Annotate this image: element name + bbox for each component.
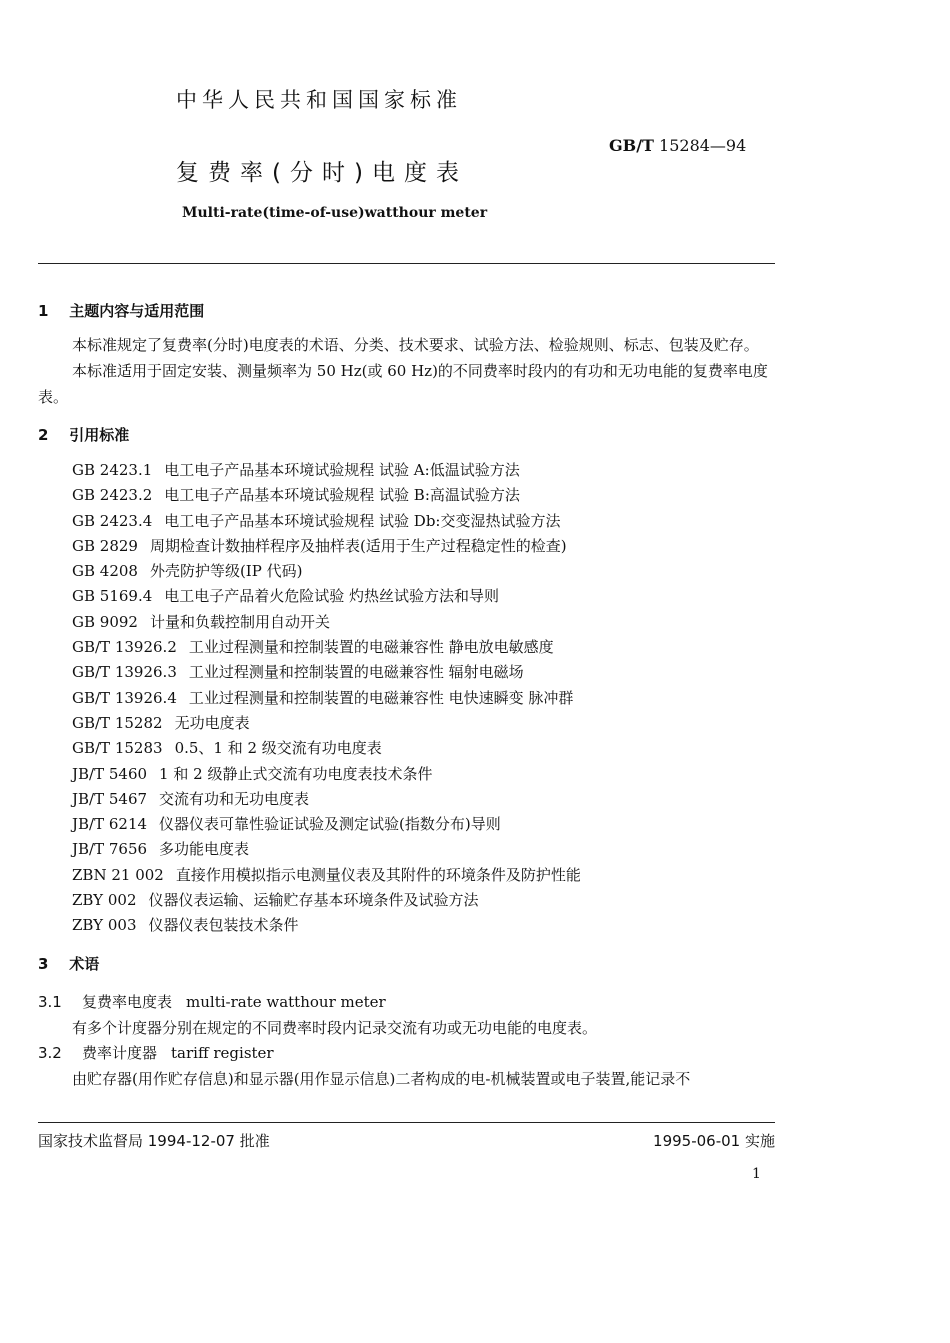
reference-item	[72, 812, 778, 837]
term-name-cn: 复费率电度表	[82, 992, 173, 1011]
section-1-paragraph: 本标准规定了复费率(分时)电度表的术语、分类、技术要求、试验方法、检验规则、标志、包装及贮存。	[72, 336, 759, 354]
term-number: 3.2	[38, 1043, 62, 1062]
section-1-title: 主题内容与适用范围	[69, 302, 205, 320]
reference-code: GB 2423.2	[72, 486, 153, 505]
standard-code-number: 15284—94	[659, 136, 747, 155]
reference-item	[72, 837, 778, 862]
reference-title: 0.5、1 和 2 级交流有功电度表	[174, 739, 382, 758]
reference-title: 直接作用模拟指示电测量仪表及其附件的环境条件及防护性能	[175, 865, 581, 884]
reference-item	[72, 584, 778, 609]
section-1-paragraph: 本标准适用于固定安装、测量频率为 50 Hz(或 60 Hz)的不同费率时段内的有功和无功电能的复费率电度表。	[38, 362, 768, 406]
approval-info: 国家技术监督局 1994-12-07 批准	[38, 1132, 270, 1150]
reference-title: 多功能电度表	[159, 840, 250, 859]
reference-item	[72, 509, 778, 534]
term-definition: 有多个计度器分别在规定的不同费率时段内记录交流有功或无功电能的电度表。	[72, 1018, 598, 1037]
reference-item	[72, 458, 778, 483]
footer-divider	[38, 1122, 775, 1123]
reference-code: GB/T 13926.4	[72, 688, 177, 707]
reference-code: GB 2829	[72, 536, 138, 555]
term-definition: 由贮存器(用作贮存信息)和显示器(用作显示信息)二者构成的电-机械装置或电子装置,能记录不	[72, 1069, 691, 1088]
reference-item	[72, 863, 778, 888]
reference-code: JB/T 5460	[72, 764, 148, 783]
reference-title: 电工电子产品着火危险试验 灼热丝试验方法和导则	[164, 587, 500, 606]
term-name-en: tariff register	[171, 1043, 274, 1062]
reference-title: 1 和 2 级静止式交流有功电度表技术条件	[159, 764, 433, 783]
reference-title: 电工电子产品基本环境试验规程 试验 B:高温试验方法	[164, 486, 520, 505]
reference-title: 周期检查计数抽样程序及抽样表(适用于生产过程稳定性的检查)	[149, 536, 567, 555]
reference-title: 工业过程测量和控制装置的电磁兼容性 电快速瞬变 脉冲群	[188, 688, 574, 707]
national-standard-label: 中华人民共和国国家标准	[176, 88, 462, 112]
reference-item	[72, 913, 778, 938]
section-3-number: 3	[38, 954, 49, 973]
reference-code: GB/T 15282	[72, 713, 163, 732]
reference-code: GB 2423.4	[72, 511, 153, 530]
section-2-title: 引用标准	[69, 426, 130, 444]
term-name-en: multi-rate watthour meter	[186, 992, 386, 1011]
standard-code-prefix: GB/T	[609, 136, 654, 155]
reference-item	[72, 635, 778, 660]
reference-title: 外壳防护等级(IP 代码)	[149, 562, 303, 581]
reference-item	[72, 787, 778, 812]
reference-item	[72, 736, 778, 761]
document-title-cn: 复费率(分时)电度表	[176, 160, 468, 186]
reference-item	[72, 711, 778, 736]
reference-item	[72, 534, 778, 559]
reference-code: ZBY 002	[72, 891, 137, 910]
reference-item	[72, 686, 778, 711]
reference-title: 计量和负载控制用自动开关	[149, 612, 330, 631]
section-2-number: 2	[38, 426, 49, 444]
reference-title: 无功电度表	[174, 713, 250, 732]
document-body	[38, 300, 778, 1092]
term-heading	[38, 990, 778, 1015]
reference-code: GB/T 15283	[72, 739, 163, 758]
section-1-heading	[38, 300, 778, 321]
term-name-cn: 费率计度器	[82, 1043, 158, 1062]
reference-item	[72, 483, 778, 508]
implementation-date: 1995-06-01 实施	[653, 1132, 775, 1150]
reference-item	[72, 660, 778, 685]
reference-code: GB/T 13926.3	[72, 663, 177, 682]
reference-title: 电工电子产品基本环境试验规程 试验 Db:交变湿热试验方法	[164, 511, 561, 530]
reference-title: 电工电子产品基本环境试验规程 试验 A:低温试验方法	[164, 461, 520, 479]
section-1-number: 1	[38, 302, 49, 320]
section-3-heading	[38, 953, 778, 974]
reference-code: GB 9092	[72, 612, 138, 631]
reference-code: ZBY 003	[72, 916, 137, 935]
reference-item	[72, 610, 778, 635]
term-heading	[38, 1041, 778, 1066]
reference-code: JB/T 6214	[72, 815, 148, 834]
reference-code: ZBN 21 002	[72, 865, 164, 884]
reference-title: 仪器仪表运输、运输贮存基本环境条件及试验方法	[148, 891, 479, 910]
reference-item	[72, 888, 778, 913]
reference-title: 仪器仪表包装技术条件	[148, 916, 299, 935]
section-3-title: 术语	[69, 954, 100, 973]
reference-code: JB/T 7656	[72, 840, 148, 859]
reference-item	[72, 559, 778, 584]
reference-code: GB 2423.1	[72, 461, 153, 479]
reference-code: GB/T 13926.2	[72, 638, 177, 657]
reference-code: JB/T 5467	[72, 789, 148, 808]
reference-title: 工业过程测量和控制装置的电磁兼容性 静电放电敏感度	[188, 638, 554, 657]
reference-title: 仪器仪表可靠性验证试验及测定试验(指数分布)导则	[159, 815, 501, 834]
reference-item	[72, 762, 778, 787]
reference-code: GB 4208	[72, 562, 138, 581]
document-title-en: Multi-rate(time-of-use)watthour meter	[182, 205, 488, 221]
reference-title: 交流有功和无功电度表	[159, 789, 310, 808]
reference-list	[38, 458, 778, 939]
reference-title: 工业过程测量和控制装置的电磁兼容性 辐射电磁场	[188, 663, 524, 682]
reference-code: GB 5169.4	[72, 587, 153, 606]
standard-code	[609, 136, 746, 155]
term-number: 3.1	[38, 992, 62, 1011]
header-divider	[38, 263, 775, 264]
section-2-heading	[38, 424, 778, 445]
page-number: 1	[752, 1166, 761, 1182]
